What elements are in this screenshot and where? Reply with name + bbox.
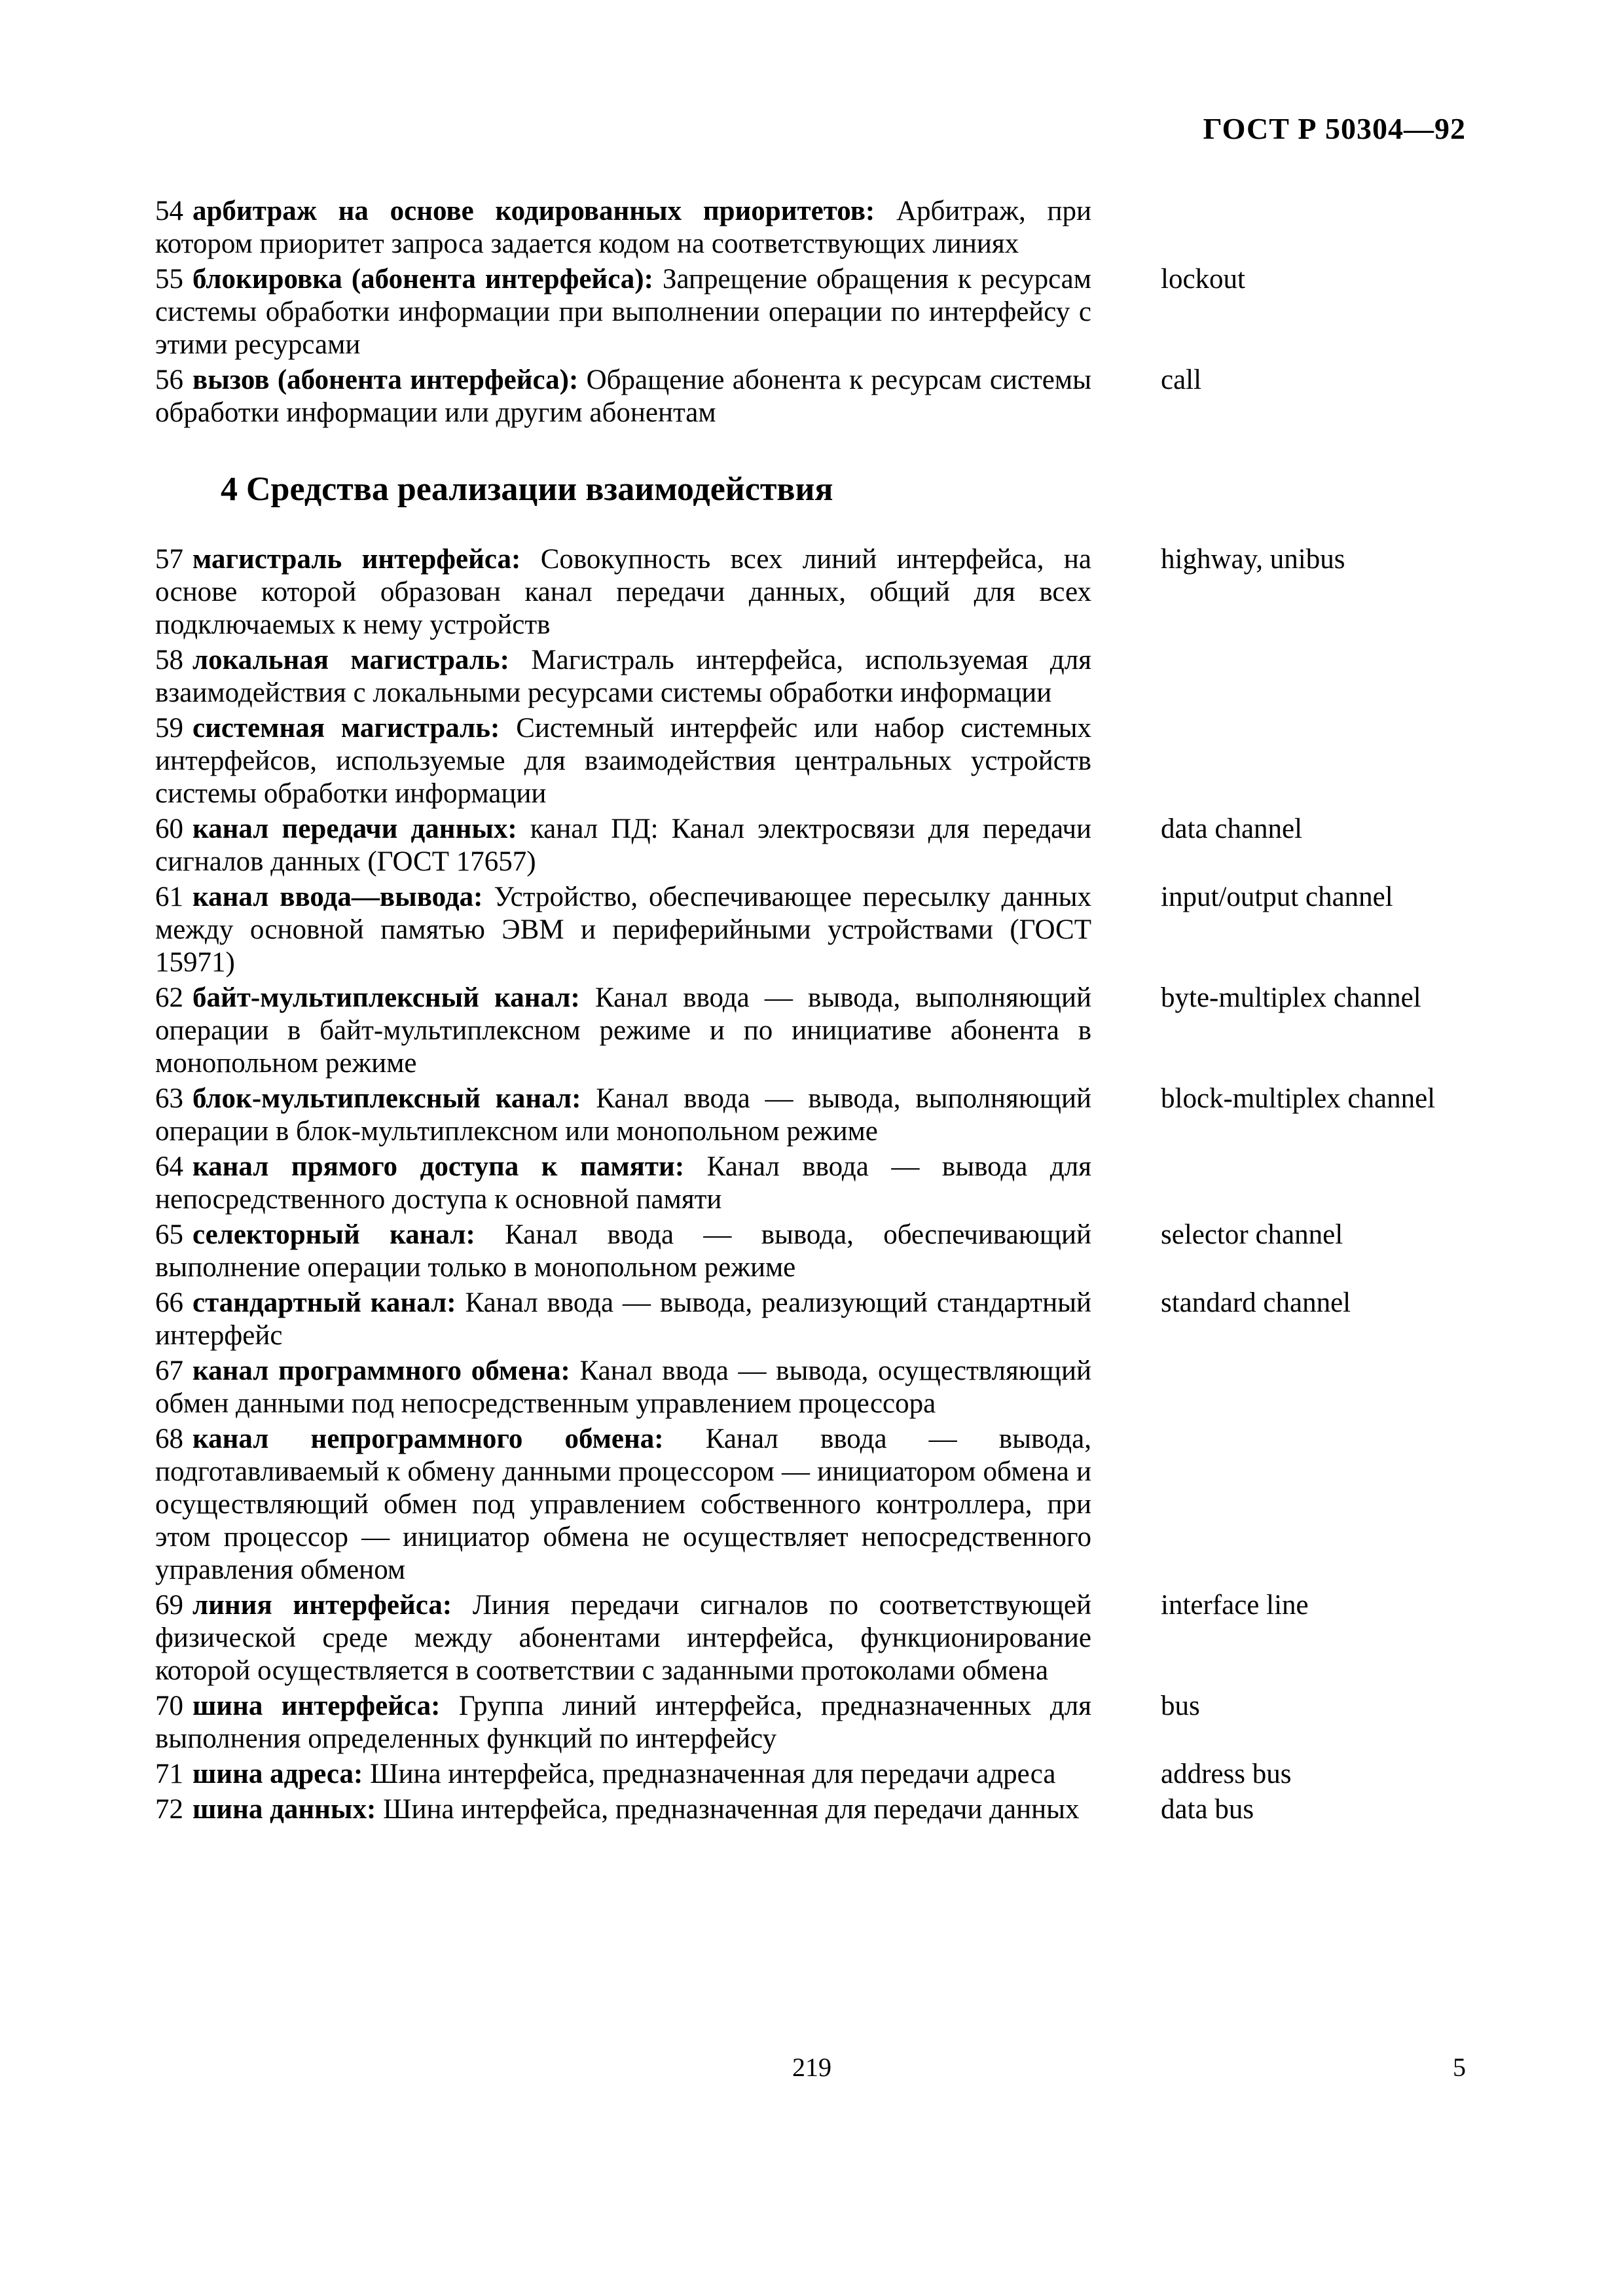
term-english: byte-multiplex channel bbox=[1161, 982, 1421, 1013]
term-definition bbox=[155, 1793, 1091, 1826]
term-entry bbox=[155, 644, 1504, 709]
term-entry bbox=[155, 1083, 1504, 1148]
term-definition-text: Шина интерфейса, предназначенная для передачи адреса bbox=[363, 1759, 1056, 1789]
term-definition bbox=[155, 813, 1091, 878]
term-number: 58 bbox=[155, 645, 183, 675]
term-entry bbox=[155, 1151, 1504, 1216]
term-definition bbox=[155, 263, 1091, 361]
term-english: highway, unibus bbox=[1161, 544, 1345, 575]
term-definition bbox=[155, 982, 1091, 1080]
term-number: 69 bbox=[155, 1590, 183, 1621]
term-number: 57 bbox=[155, 544, 183, 575]
term-english bbox=[1161, 1151, 1501, 1216]
term-entry bbox=[155, 1793, 1504, 1826]
term-number: 59 bbox=[155, 713, 183, 744]
term-entry bbox=[155, 1690, 1504, 1755]
term-name: канал программного обмена: bbox=[192, 1355, 570, 1386]
term-definition bbox=[155, 1219, 1091, 1284]
term-definition-text: Системный интерфейс или набор системных интерфейсов, используемые для взаимодействия центральных устройств системы обработки информации bbox=[155, 713, 1091, 809]
term-definition-text: Канал ввода — вывода, подготавливаемый к обмену данными процессором — инициатором обмена и осуществляющий обмен под управлением собственного контроллера, при этом процессор — инициатор обмена не осуществляет непосредственного управления обменом bbox=[155, 1424, 1091, 1585]
term-name: локальная магистраль: bbox=[192, 645, 509, 675]
term-definition-text: Шина интерфейса, предназначенная для передачи данных bbox=[376, 1794, 1080, 1825]
term-entry bbox=[155, 1219, 1504, 1284]
term-definition-text: Канал ввода — вывода, реализующий стандартный интерфейс bbox=[155, 1287, 1091, 1351]
term-definition bbox=[155, 1423, 1091, 1587]
term-english: address bus bbox=[1161, 1759, 1292, 1789]
term-english: data bus bbox=[1161, 1794, 1254, 1825]
term-number: 67 bbox=[155, 1355, 183, 1386]
term-definition-text: Канал ввода — вывода, осуществляющий обмен данными под непосредственным управлением процессора bbox=[155, 1355, 1092, 1419]
term-name: шина адреса: bbox=[192, 1759, 363, 1789]
term-definition-text: Канал ввода — вывода, выполняющий операции в блок-мультиплексном или монопольном режиме bbox=[155, 1083, 1091, 1147]
standard-header: ГОСТ Р 50304—92 bbox=[1203, 112, 1466, 145]
term-number: 60 bbox=[155, 814, 183, 844]
term-definition bbox=[155, 712, 1091, 810]
term-number: 54 bbox=[155, 196, 183, 226]
term-number: 64 bbox=[155, 1151, 183, 1182]
term-number: 55 bbox=[155, 264, 183, 295]
page-number-center: 219 bbox=[792, 2053, 831, 2082]
term-name: шина данных: bbox=[192, 1794, 376, 1825]
term-entry bbox=[155, 1589, 1504, 1687]
term-definition bbox=[155, 644, 1091, 709]
term-definition bbox=[155, 1589, 1091, 1687]
term-definition bbox=[155, 1151, 1091, 1216]
term-name: канал ввода—вывода: bbox=[192, 882, 483, 912]
term-number: 68 bbox=[155, 1424, 183, 1454]
term-number: 61 bbox=[155, 882, 183, 912]
term-definition-text: канал ПД: Канал электросвязи для передачи сигналов данных (ГОСТ 17657) bbox=[155, 814, 1091, 877]
term-number: 71 bbox=[155, 1759, 183, 1789]
page-number-right: 5 bbox=[1453, 2053, 1466, 2082]
term-name: шина интерфейса: bbox=[192, 1691, 441, 1721]
terms-before-section bbox=[155, 195, 1504, 429]
term-definition bbox=[155, 1355, 1091, 1420]
section-title: 4 Средства реализации взаимодействия bbox=[221, 471, 833, 508]
term-english: data channel bbox=[1161, 814, 1303, 844]
term-definition-text: Канал ввода — вывода, обеспечивающий выполнение операции только в монопольном режиме bbox=[155, 1219, 1091, 1283]
term-definition-text: Группа линий интерфейса, предназначенных для выполнения определенных функций по интерфейсу bbox=[155, 1691, 1092, 1754]
term-entry bbox=[155, 263, 1504, 361]
term-english: interface line bbox=[1161, 1590, 1309, 1621]
term-number: 56 bbox=[155, 365, 183, 395]
term-english: lockout bbox=[1161, 264, 1245, 295]
term-definition-text: Магистраль интерфейса, используемая для взаимодействия с локальными ресурсами системы обработки информации bbox=[155, 645, 1091, 708]
term-number: 70 bbox=[155, 1691, 183, 1721]
term-english bbox=[1161, 1355, 1501, 1420]
term-definition bbox=[155, 1287, 1091, 1352]
terms-list bbox=[155, 195, 1504, 1829]
term-name: вызов (абонента интерфейса): bbox=[192, 365, 579, 395]
term-english bbox=[1161, 1423, 1501, 1587]
term-definition-text: Арбитраж, при котором приоритет запроса задается кодом на соответствующих линиях bbox=[155, 196, 1091, 259]
term-definition bbox=[155, 364, 1091, 429]
term-definition bbox=[155, 1083, 1091, 1148]
term-entry bbox=[155, 364, 1504, 429]
term-definition-text: Канал ввода — вывода, выполняющий операции в байт-мультиплексном режиме и по инициативе абонента в монопольном режиме bbox=[155, 982, 1091, 1079]
term-name: блок-мультиплексный канал: bbox=[192, 1083, 581, 1114]
term-english bbox=[1161, 712, 1501, 810]
term-definition-text: Совокупность всех линий интерфейса, на основе которой образован канал передачи данных, общий для всех подключаемых к нему устройств bbox=[155, 544, 1091, 640]
term-entry bbox=[155, 195, 1504, 260]
term-number: 63 bbox=[155, 1083, 183, 1114]
term-definition bbox=[155, 1690, 1091, 1755]
term-definition-text: Канал ввода — вывода для непосредственного доступа к основной памяти bbox=[155, 1151, 1091, 1215]
term-name: селекторный канал: bbox=[192, 1219, 475, 1250]
term-entry bbox=[155, 1758, 1504, 1791]
term-number: 62 bbox=[155, 982, 183, 1013]
term-name: системная магистраль: bbox=[192, 713, 500, 744]
term-english: block-multiplex channel bbox=[1161, 1083, 1436, 1114]
term-name: блокировка (абонента интерфейса): bbox=[192, 264, 653, 295]
term-number: 66 bbox=[155, 1287, 183, 1318]
term-name: байт-мультиплексный канал: bbox=[192, 982, 580, 1013]
term-entry bbox=[155, 712, 1504, 810]
term-definition bbox=[155, 195, 1091, 260]
term-name: стандартный канал: bbox=[192, 1287, 456, 1318]
term-entry bbox=[155, 982, 1504, 1080]
term-entry bbox=[155, 813, 1504, 878]
term-number: 65 bbox=[155, 1219, 183, 1250]
term-name: арбитраж на основе кодированных приоритетов: bbox=[192, 196, 875, 226]
term-definition-text: Устройство, обеспечивающее пересылку данных между основной памятью ЭВМ и периферийными устройствами (ГОСТ 15971) bbox=[155, 882, 1092, 978]
term-name: линия интерфейса: bbox=[192, 1590, 452, 1621]
term-definition-text: Линия передачи сигналов по соответствующей физической среде между абонентами интерфейса, функционирование которой осуществляется в соответствии с заданными протоколами обмена bbox=[155, 1590, 1091, 1686]
term-entry bbox=[155, 1355, 1504, 1420]
term-english: call bbox=[1161, 365, 1202, 395]
terms-after-section bbox=[155, 543, 1504, 1826]
term-entry bbox=[155, 881, 1504, 979]
term-definition-text: Обращение абонента к ресурсам системы обработки информации или другим абонентам bbox=[155, 365, 1091, 428]
term-entry bbox=[155, 1423, 1504, 1587]
term-entry bbox=[155, 1287, 1504, 1352]
term-entry bbox=[155, 543, 1504, 641]
term-definition bbox=[155, 543, 1091, 641]
term-definition bbox=[155, 881, 1091, 979]
term-english bbox=[1161, 644, 1501, 709]
term-name: канал передачи данных: bbox=[192, 814, 517, 844]
term-definition bbox=[155, 1758, 1091, 1791]
term-definition-text: Запрещение обращения к ресурсам системы обработки информации при выполнении операции по интерфейсу с этими ресурсами bbox=[155, 264, 1091, 360]
term-name: магистраль интерфейса: bbox=[192, 544, 521, 575]
term-english: selector channel bbox=[1161, 1219, 1343, 1250]
term-english: standard channel bbox=[1161, 1287, 1351, 1318]
term-english bbox=[1161, 195, 1501, 260]
term-english: input/output channel bbox=[1161, 882, 1393, 912]
term-english: bus bbox=[1161, 1691, 1200, 1721]
term-number: 72 bbox=[155, 1794, 183, 1825]
term-name: канал прямого доступа к памяти: bbox=[192, 1151, 685, 1182]
term-name: канал непрограммного обмена: bbox=[192, 1424, 664, 1454]
